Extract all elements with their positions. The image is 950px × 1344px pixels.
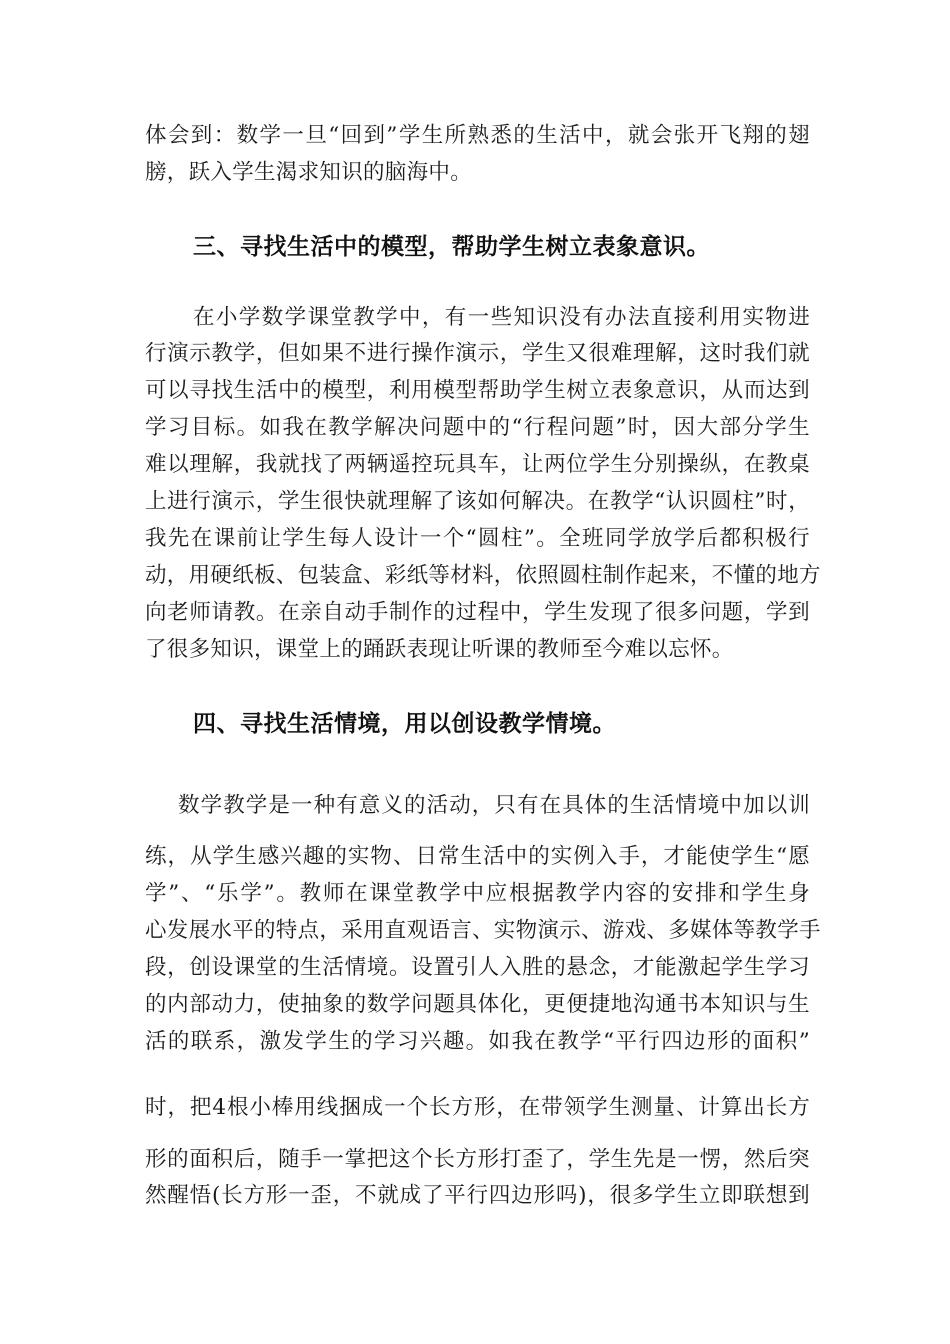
section-heading-4: 四、寻找生活情境，用以创设教学情境。	[193, 711, 616, 737]
paragraph-3-line-10: 然醒悟(长方形一歪，不就成了平行四边形吗)，很多学生立即联想到	[145, 1183, 810, 1208]
paragraph-3-line-1: 数学教学是一种有意义的活动，只有在具体的生活情境中加以训	[178, 793, 810, 818]
paragraph-1-line-2: 膀，跃入学生渴求知识的脑海中。	[145, 160, 473, 185]
paragraph-3-line-2: 练，从学生感兴趣的实物、日常生活中的实例入手，才能使学生“愿	[145, 844, 810, 869]
paragraph-3-line-3: 学”、“乐学”。教师在课堂教学中应根据教学内容的安排和学生身	[145, 881, 810, 906]
paragraph-1-line-1: 体会到：数学一旦“回到”学生所熟悉的生活中，就会张开飞翔的翅	[145, 123, 810, 148]
paragraph-2-line-5: 难以理解，我就找了两辆遥控玩具车，让两位学生分别操纵，在教桌	[145, 452, 810, 477]
paragraph-3-line-5: 段，创设课堂的生活情境。设置引人入胜的悬念，才能激起学生学习	[145, 955, 810, 980]
paragraph-2-line-7: 我先在课前让学生每人设计一个“圆柱”。全班同学放学后都积极行	[145, 526, 810, 551]
paragraph-2-line-3: 可以寻找生活中的模型，利用模型帮助学生树立表象意识，从而达到	[145, 378, 810, 403]
paragraph-2-line-9: 向老师请教。在亲自动手制作的过程中，学生发现了很多问题，学到	[145, 600, 810, 625]
paragraph-3-line-9: 形的面积后，随手一掌把这个长方形打歪了，学生先是一愣，然后突	[145, 1147, 810, 1172]
paragraph-3-line-8: 时，把4根小棒用线捆成一个长方形，在带领学生测量、计算出长方	[145, 1095, 810, 1120]
paragraph-2-line-2: 行演示教学，但如果不进行操作演示，学生又很难理解，这时我们就	[145, 341, 810, 366]
paragraph-2-line-10: 了很多知识，课堂上的踊跃表现让听课的教师至今难以忘怀。	[145, 637, 734, 662]
paragraph-3-line-6: 的内部动力，使抽象的数学问题具体化，更便捷地沟通书本知识与生	[145, 992, 810, 1017]
section-heading-3: 三、寻找生活中的模型，帮助学生树立表象意识。	[193, 234, 710, 260]
paragraph-2-line-6: 上进行演示，学生很快就理解了该如何解决。在教学“认识圆柱”时，	[145, 489, 810, 514]
paragraph-2-line-1: 在小学数学课堂教学中，有一些知识没有办法直接利用实物进	[193, 305, 810, 330]
paragraph-2-line-8: 动，用硬纸板、包装盒、彩纸等材料，依照圆柱制作起来，不懂的地方	[145, 563, 821, 588]
paragraph-3-line-4: 心发展水平的特点，采用直观语言、实物演示、游戏、多媒体等教学手	[145, 918, 821, 943]
paragraph-3-line-7: 活的联系，激发学生的学习兴趣。如我在教学“平行四边形的面积”	[145, 1029, 810, 1054]
paragraph-2-line-4: 学习目标。如我在教学解决问题中的“行程问题”时，因大部分学生	[145, 415, 810, 440]
